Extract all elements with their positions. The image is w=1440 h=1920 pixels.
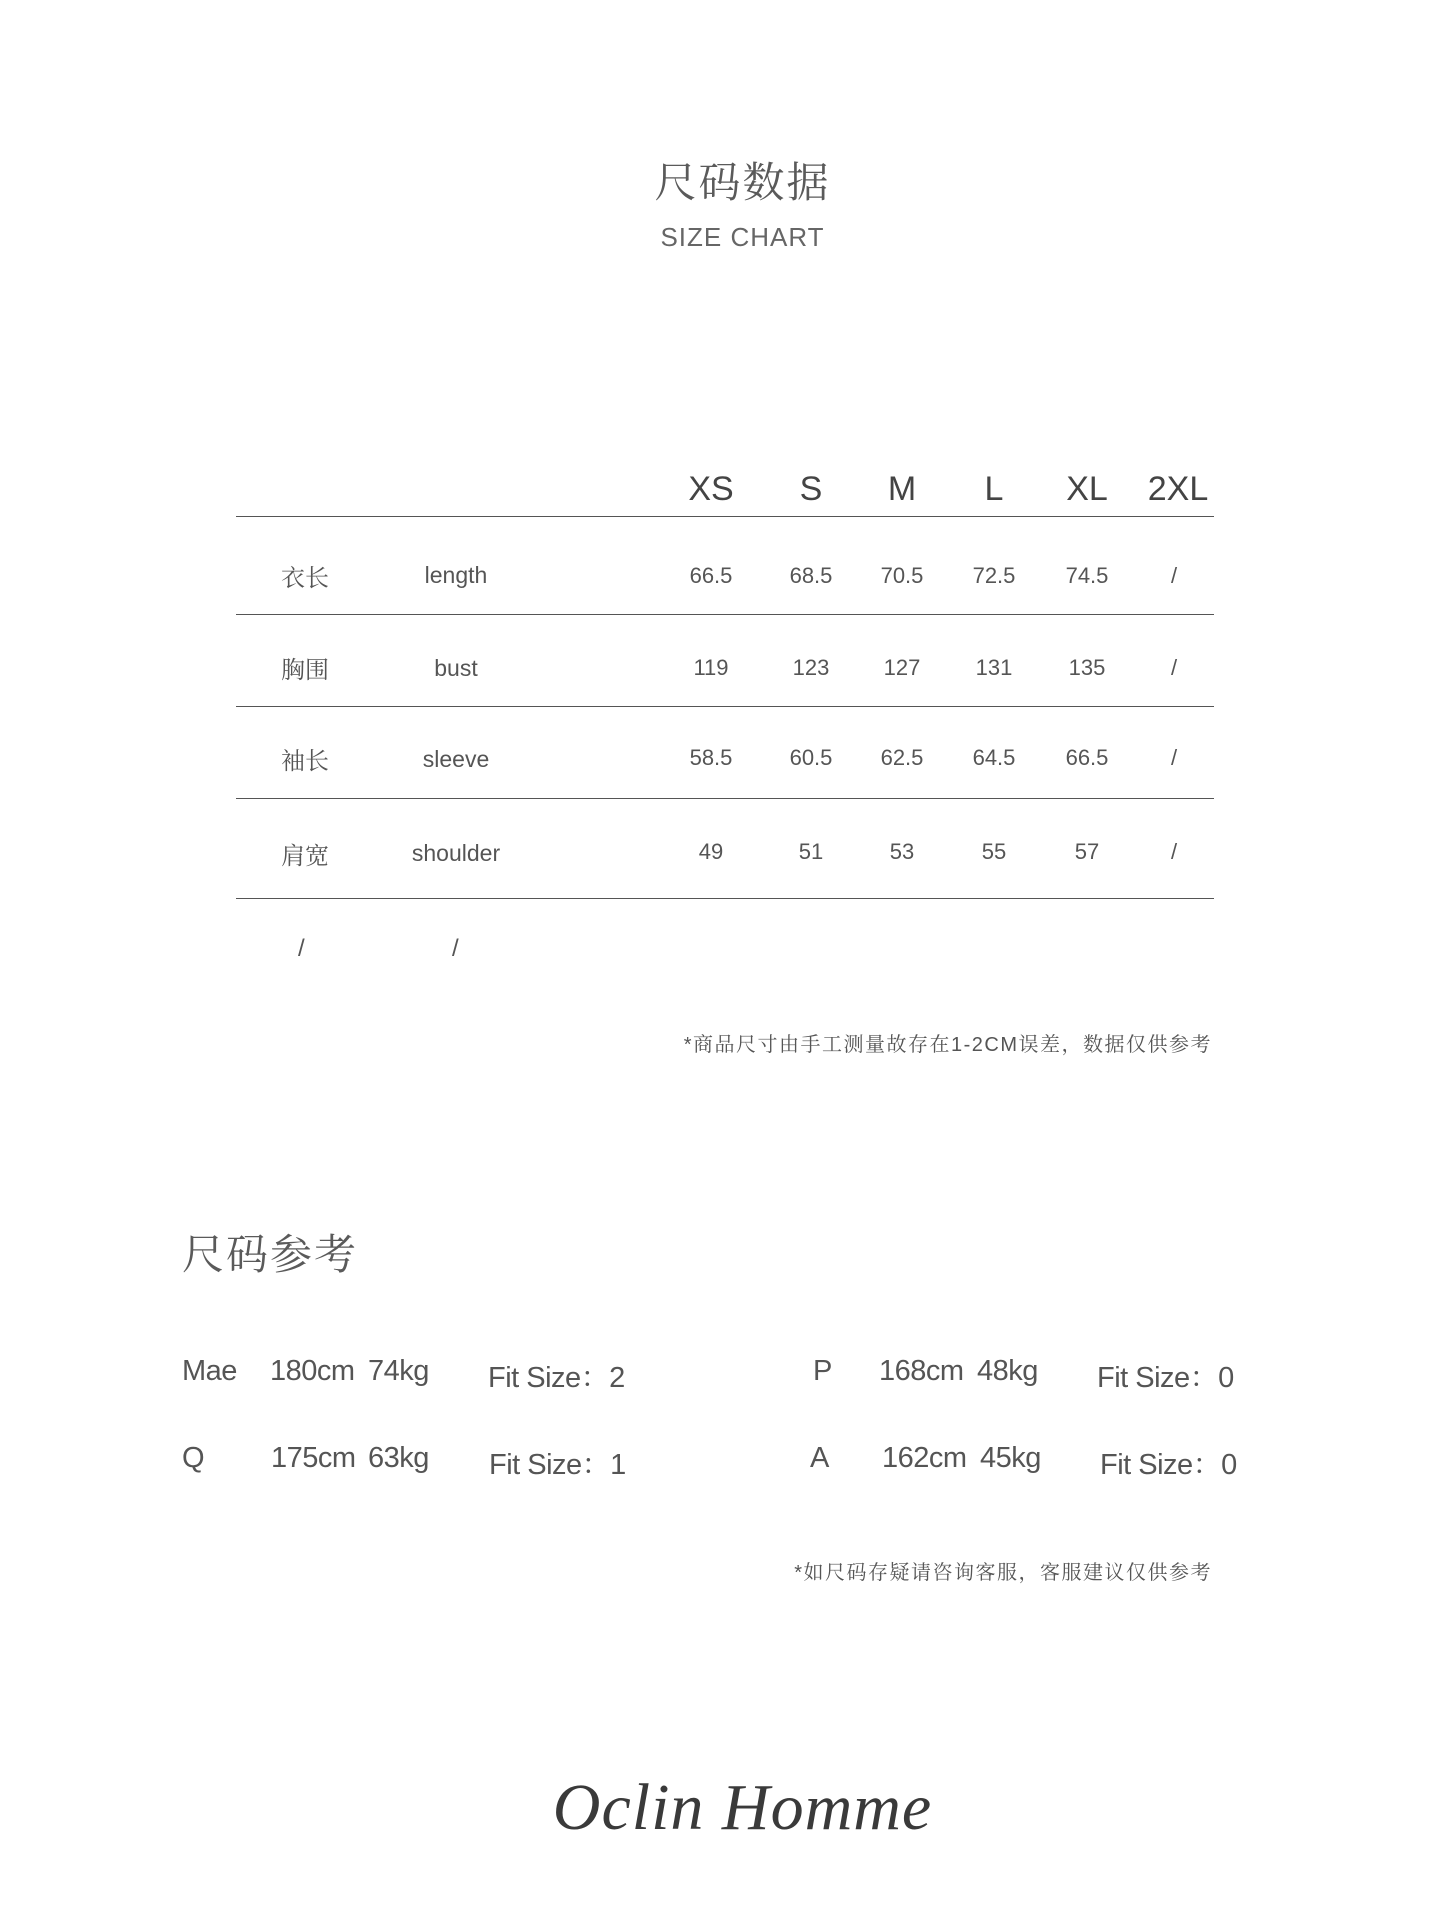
- column-header-xs: XS: [688, 470, 734, 508]
- table-cell: 66.5: [1065, 745, 1109, 770]
- measurement-note: *商品尺寸由手工测量故存在1-2CM误差，数据仅供参考: [683, 1034, 1212, 1056]
- brand-logo: Oclin Homme: [552, 1771, 933, 1844]
- model-weight: 48kg: [977, 1355, 1038, 1387]
- column-header-l: L: [984, 470, 1004, 508]
- table-cell: /: [1170, 745, 1178, 770]
- table-cell: 66.5: [689, 563, 733, 588]
- model-name: P: [813, 1355, 832, 1387]
- table-divider: [236, 614, 1214, 615]
- table-cell: 68.5: [789, 563, 833, 588]
- column-header-s: S: [799, 470, 823, 508]
- row-label-cn: 肩宽: [281, 843, 329, 870]
- table-cell: 135: [1068, 655, 1106, 680]
- table-divider: [236, 898, 1214, 899]
- table-cell: 49: [698, 839, 724, 864]
- table-cell: 64.5: [972, 745, 1016, 770]
- table-cell: 57: [1074, 839, 1100, 864]
- model-weight: 45kg: [980, 1442, 1041, 1474]
- column-header-m: M: [887, 470, 917, 508]
- model-height: 180cm: [270, 1355, 355, 1387]
- extra-row-label-cn: /: [298, 935, 305, 962]
- table-divider: [236, 706, 1214, 707]
- model-height: 175cm: [271, 1442, 356, 1474]
- table-cell: 62.5: [880, 745, 924, 770]
- model-fit-size: Fit Size：1: [489, 1449, 626, 1481]
- model-name: A: [810, 1442, 829, 1474]
- model-fit-size: Fit Size：0: [1100, 1449, 1237, 1481]
- row-label-en: length: [424, 562, 488, 588]
- page-subtitle: SIZE CHART: [660, 222, 825, 252]
- row-label-en: sleeve: [422, 746, 490, 772]
- column-header-2xl: 2XL: [1147, 470, 1209, 508]
- table-divider: [236, 798, 1214, 799]
- row-label-cn: 胸围: [281, 657, 329, 684]
- table-cell: 119: [693, 655, 729, 680]
- model-fit-size: Fit Size：2: [488, 1362, 625, 1394]
- model-name: Mae: [182, 1355, 237, 1387]
- table-cell: 55: [981, 839, 1007, 864]
- table-cell: 58.5: [689, 745, 733, 770]
- table-cell: 123: [792, 655, 830, 680]
- extra-row-label-en: /: [452, 935, 459, 962]
- row-label-cn: 袖长: [281, 748, 329, 775]
- model-weight: 74kg: [368, 1355, 429, 1387]
- table-cell: /: [1170, 563, 1178, 588]
- table-cell: 74.5: [1065, 563, 1109, 588]
- table-cell: 127: [883, 655, 921, 680]
- row-label-en: bust: [434, 655, 478, 681]
- table-cell: 70.5: [880, 563, 924, 588]
- column-header-xl: XL: [1066, 470, 1108, 508]
- row-label-cn: 衣长: [281, 565, 329, 592]
- table-cell: 51: [798, 839, 824, 864]
- model-height: 162cm: [882, 1442, 967, 1474]
- model-fit-size: Fit Size：0: [1097, 1362, 1234, 1394]
- customer-service-note: *如尺码存疑请咨询客服，客服建议仅供参考: [794, 1562, 1212, 1584]
- table-cell: /: [1170, 839, 1178, 864]
- table-cell: 131: [975, 655, 1013, 680]
- row-label-en: shoulder: [411, 840, 501, 866]
- page-title: 尺码数据: [654, 159, 831, 206]
- table-cell: 60.5: [789, 745, 833, 770]
- table-cell: /: [1170, 655, 1178, 680]
- table-cell: 53: [889, 839, 915, 864]
- size-reference-title: 尺码参考: [182, 1231, 359, 1278]
- model-weight: 63kg: [368, 1442, 429, 1474]
- model-name: Q: [182, 1442, 205, 1474]
- table-cell: 72.5: [972, 563, 1016, 588]
- table-divider: [236, 516, 1214, 517]
- model-height: 168cm: [879, 1355, 964, 1387]
